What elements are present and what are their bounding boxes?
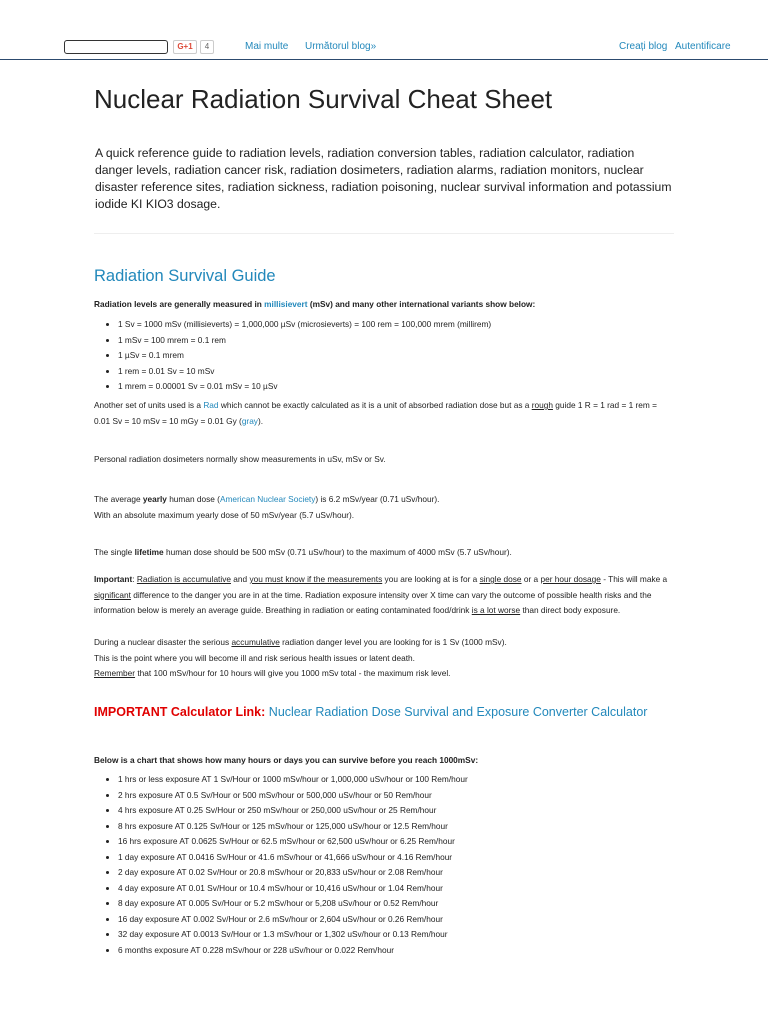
important-underline: per hour dosage (540, 574, 601, 584)
important-underline: Radiation is accumulative (136, 574, 231, 584)
list-item: • 1 rem = 0.01 Sv = 10 mSv (118, 364, 678, 380)
list-item: • 1 mrem = 0.00001 Sv = 0.01 mSv = 10 µSv (118, 379, 678, 395)
google-plus-button[interactable]: G+1 (173, 40, 197, 54)
lifetime-dose-paragraph (94, 545, 674, 561)
rad-link[interactable]: Rad (203, 400, 219, 410)
gray-link[interactable]: gray (241, 415, 258, 426)
yearly-text: The average (94, 494, 143, 504)
list-item: • 16 day exposure AT 0.002 Sv/Hour or 2.6 mSv/hour or 2,604 uSv/hour or 0.26 Rem/hour (118, 912, 678, 928)
important-text: - This will make a (600, 574, 668, 584)
important-underline: you must know if the measurements (249, 574, 383, 584)
rad-text: ). (257, 415, 264, 426)
blog-description: A quick reference guide to radiation levels, radiation conversion tables, radiation calculator, radiation danger levels, radiation cancer risk, radiation dosimeters, radiation alarms, radiation monitors, nuclear disaster reference sites, radiation sickness, radiation poisoning, nuclear survival information and potassium iodide KI KIO3 dosage. (95, 146, 672, 211)
list-item: • 1 Sv = 1000 mSv (millisieverts) = 1,000,000 µSv (microsieverts) = 100 rem = 100,000 mrem (millirem) (118, 317, 678, 333)
yearly-bold: yearly (142, 494, 167, 504)
list-item: • 4 hrs exposure AT 0.25 Sv/Hour or 250 mSv/hour or 250,000 uSv/hour or 25 Rem/hour (118, 803, 678, 819)
disaster-text: that 100 mSv/hour for 10 hours will give you 1000 mSv total - the maximum risk level. (135, 668, 451, 678)
yearly-text: ) is 6.2 mSv/year (0.71 uSv/hour). (315, 494, 440, 504)
list-item: • 2 hrs exposure AT 0.5 Sv/Hour or 500 mSv/hour or 500,000 uSv/hour or 50 Rem/hour (118, 788, 678, 804)
american-nuclear-society-link[interactable]: American Nuclear Society (219, 494, 316, 504)
blogger-navbar (0, 0, 768, 60)
important-text: or a (521, 574, 541, 584)
list-item: • 16 hrs exposure AT 0.0625 Sv/Hour or 62.5 mSv/hour or 62,500 uSv/hour or 6.25 Rem/hour (118, 834, 678, 850)
list-item: • 6 months exposure AT 0.228 mSv/hour or 228 uSv/hour or 0.022 Rem/hour (118, 943, 678, 959)
yearly-text: human dose ( (166, 494, 220, 504)
exposure-list (94, 772, 678, 958)
important-label: Important (94, 574, 133, 584)
rough-text: rough (531, 400, 553, 410)
list-item: • 32 day exposure AT 0.0013 Sv/Hour or 1.3 mSv/hour or 1,302 uSv/hour or 0.13 Rem/hour (118, 927, 678, 943)
important-underline: single dose (479, 574, 522, 584)
disaster-paragraph (94, 635, 674, 682)
important-calculator-label: IMPORTANT Calculator Link: (94, 705, 266, 719)
blog-title[interactable]: Nuclear Radiation Survival Cheat Sheet (94, 84, 553, 114)
intro-paragraph (94, 297, 674, 313)
lifetime-text: human dose should be 500 mSv (0.71 uSv/hour) to the maximum of 4000 mSv (5.7 uSv/hour). (163, 547, 512, 557)
intro-text: Radiation levels are generally measured in (94, 299, 265, 309)
important-paragraph (94, 572, 674, 619)
unit-conversion-list (94, 317, 678, 395)
calculator-link-line (94, 705, 647, 719)
list-item: • 1 hrs or less exposure AT 1 Sv/Hour or 1000 mSv/hour or 1,000,000 uSv/hour or 100 Rem/hour (118, 772, 678, 788)
important-text: and (230, 574, 250, 584)
yearly-dose-paragraph (94, 492, 674, 523)
list-item: • 1 mSv = 100 mrem = 0.1 rem (118, 333, 678, 349)
next-blog-link[interactable]: Următorul blog» (305, 41, 377, 52)
list-item: • 1 day exposure AT 0.0416 Sv/Hour or 41.6 mSv/hour or 41,666 uSv/hour or 4.16 Rem/hour (118, 850, 678, 866)
lifetime-text: The single (94, 547, 135, 557)
important-text: : (132, 574, 137, 584)
calculator-link[interactable]: Nuclear Radiation Dose Survival and Exposure Converter Calculator (268, 705, 648, 719)
google-plus-count: 4 (200, 40, 214, 54)
search-input[interactable] (64, 40, 168, 54)
more-link[interactable]: Mai multe (245, 41, 289, 52)
lifetime-bold: lifetime (134, 547, 164, 557)
rad-paragraph (94, 398, 674, 429)
rad-text: Another set of units used is a (94, 400, 204, 410)
disaster-text: During a nuclear disaster the serious (94, 637, 232, 647)
important-text: difference to the danger you are in at the time. Radiation exposure intensity over X time can vary the outcome of possible health risks and the information below is merely an average guide. Breathing in radiation or eating contaminated food/drink (94, 589, 652, 615)
dosimeter-paragraph: Personal radiation dosimeters normally show measurements in uSv, mSv or Sv. (94, 454, 386, 464)
millisievert-link[interactable]: millisievert (264, 299, 308, 309)
sign-in-link[interactable]: Autentificare (675, 41, 731, 52)
rad-text: which cannot be exactly calculated as it is a unit of absorbed radiation dose but as a (218, 400, 532, 410)
list-item: • 2 day exposure AT 0.02 Sv/Hour or 20.8 mSv/hour or 20,833 uSv/hour or 2.08 Rem/hour (118, 865, 678, 881)
list-item: • 8 day exposure AT 0.005 Sv/Hour or 5.2 mSv/hour or 5,208 uSv/hour or 0.52 Rem/hour (118, 896, 678, 912)
list-item: • 4 day exposure AT 0.01 Sv/Hour or 10.4 mSv/hour or 10,416 uSv/hour or 1.04 Rem/hour (118, 881, 678, 897)
chart-intro: Below is a chart that shows how many hours or days you can survive before you reach 1000mSv: (94, 755, 479, 765)
yearly-max-text: With an absolute maximum yearly dose of 50 mSv/year (5.7 uSv/hour). (94, 509, 355, 520)
disaster-text: This is the point where you will become ill and risk serious health issues or latent death. (94, 652, 415, 663)
header-divider (94, 233, 674, 234)
important-underline: is a lot worse (471, 605, 521, 615)
list-item: • 1 µSv = 0.1 mrem (118, 348, 678, 364)
create-blog-link[interactable]: Creați blog (619, 41, 668, 52)
list-item: • 8 hrs exposure AT 0.125 Sv/Hour or 125 mSv/hour or 125,000 uSv/hour or 12.5 Rem/hour (118, 819, 678, 835)
disaster-text: radiation danger level you are looking for is 1 Sv (1000 mSv). (279, 637, 507, 647)
rad-text: guide 1 R = 1 rad = 1 rem = 0.01 Sv = 10 mSv = 10 mGy = 0.01 Gy ( (94, 400, 657, 426)
intro-text-end: (mSv) and many other international variants show below: (307, 299, 536, 309)
disaster-underline: accumulative (231, 637, 280, 647)
post-title[interactable]: Radiation Survival Guide (94, 267, 276, 285)
important-text: you are looking at is for a (382, 574, 480, 584)
important-text: than direct body exposure. (520, 605, 621, 615)
remember-underline: Remember (94, 668, 136, 678)
important-underline: significant (94, 589, 131, 600)
